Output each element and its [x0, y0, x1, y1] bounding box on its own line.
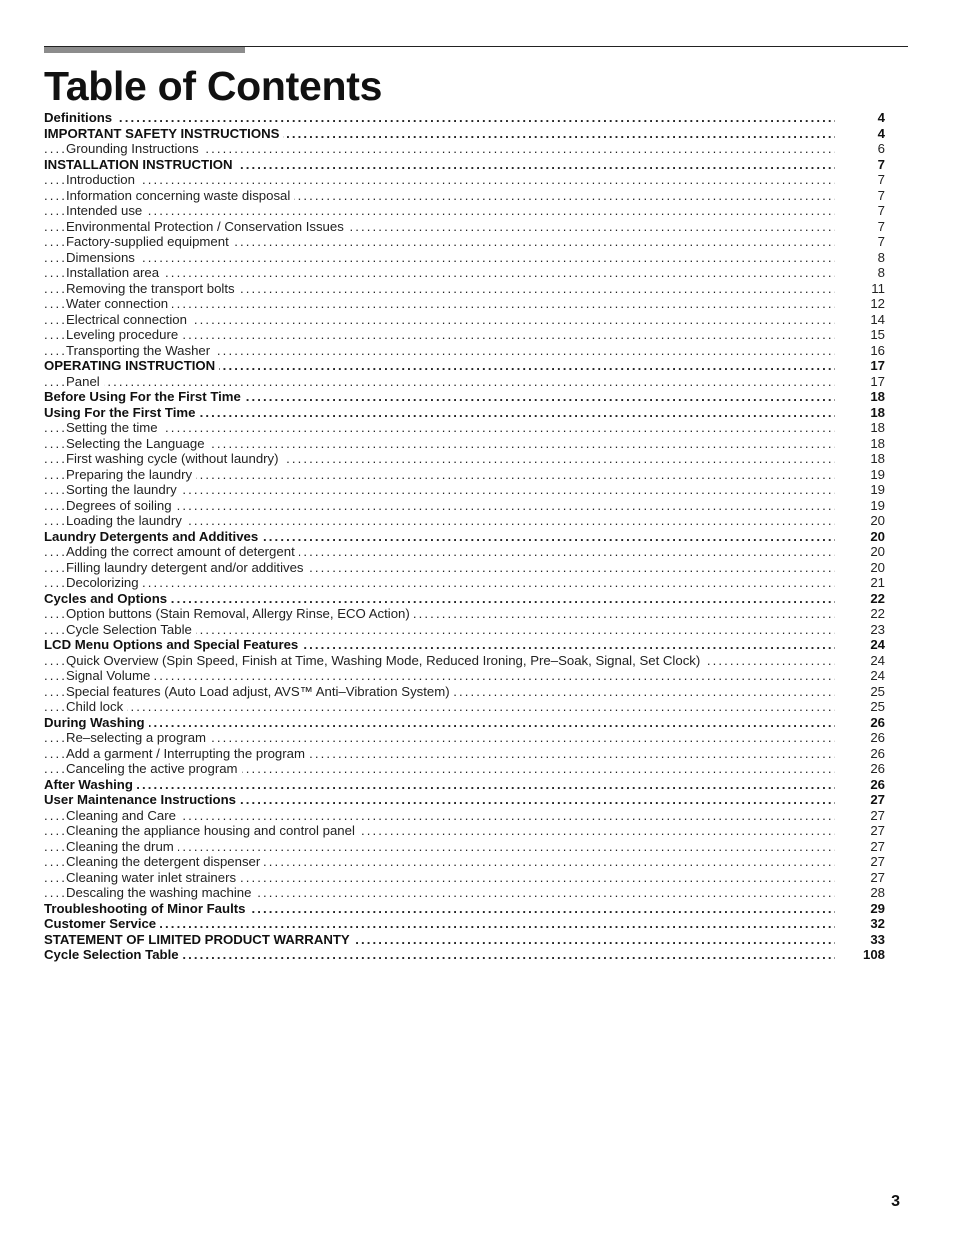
toc-entry-title: Cleaning the detergent dispenser: [66, 854, 264, 870]
toc-entry-page: 22: [870, 606, 885, 621]
toc-entry-title: Canceling the active program: [66, 761, 242, 777]
toc-entry-page: 28: [870, 885, 885, 900]
toc-subsection-entry[interactable]: [44, 730, 885, 746]
toc-entry-page: 18: [870, 420, 885, 435]
toc-entry-page: 18: [870, 404, 885, 420]
toc-entry-title: Setting the time: [66, 420, 162, 436]
toc-section-entry[interactable]: [44, 389, 885, 405]
toc-entry-title: Troubleshooting of Minor Faults: [44, 901, 249, 917]
toc-entry-page: 24: [870, 637, 885, 652]
dot-leader: [44, 250, 835, 266]
toc-entry-page: 14: [870, 311, 885, 327]
toc-entry-title: During Washing: [44, 715, 149, 731]
toc-entry-title: Special features (Auto Load adjust, AVS™ Anti–Vibration System): [66, 684, 454, 700]
toc-entry-title: Cycle Selection Table: [44, 947, 183, 963]
toc-entry-title: IMPORTANT SAFETY INSTRUCTIONS: [44, 126, 283, 142]
toc-subsection-entry[interactable]: [44, 544, 885, 560]
toc-entry-page: 27: [870, 792, 885, 807]
toc-entry-title: Removing the transport bolts: [66, 281, 239, 297]
toc-entry-page: 20: [870, 528, 885, 544]
toc-section-entry[interactable]: [44, 405, 885, 421]
toc-section-entry[interactable]: [44, 916, 885, 932]
toc-entry-page: 26: [870, 745, 885, 761]
toc-subsection-entry[interactable]: [44, 312, 885, 328]
toc-entry-page: 27: [870, 838, 885, 854]
toc-entry-page: 29: [870, 900, 885, 916]
toc-entry-page: 7: [877, 172, 885, 187]
toc-entry-title: Add a garment / Interrupting the program: [66, 746, 309, 762]
toc-entry-page: 19: [870, 497, 885, 513]
toc-entry-page: 20: [870, 544, 885, 559]
toc-entry-page: 6: [877, 141, 885, 156]
toc-subsection-entry[interactable]: [44, 327, 885, 343]
toc-entry-title: Transporting the Washer: [66, 343, 214, 359]
toc-subsection-entry[interactable]: [44, 172, 885, 188]
toc-entry-title: Grounding Instructions: [66, 141, 203, 157]
toc-subsection-entry[interactable]: [44, 467, 885, 483]
toc-entry-page: 7: [877, 203, 885, 218]
toc-entry-page: 24: [870, 668, 885, 683]
toc-section-entry[interactable]: [44, 529, 885, 545]
toc-entry-title: Environmental Protection / Conservation Issues: [66, 219, 348, 235]
toc-entry-title: Decolorizing: [66, 575, 143, 591]
toc-entry-title: Signal Volume: [66, 668, 154, 684]
toc-subsection-entry[interactable]: [44, 622, 885, 638]
toc-entry-title: Filling laundry detergent and/or additives: [66, 560, 308, 576]
toc-entry-title: Child lock: [66, 699, 127, 715]
toc-entry-title: Descaling the washing machine: [66, 885, 255, 901]
toc-entry-title: Cleaning the drum: [66, 839, 178, 855]
toc-subsection-entry[interactable]: [44, 823, 885, 839]
toc-subsection-entry[interactable]: [44, 513, 885, 529]
toc-section-entry[interactable]: [44, 715, 885, 731]
toc-section-entry[interactable]: [44, 792, 885, 808]
toc-entry-title: After Washing: [44, 777, 137, 793]
toc-entry-title: Water connection: [66, 296, 172, 312]
toc-section-entry[interactable]: [44, 777, 885, 793]
toc-entry-title: Information concerning waste disposal: [66, 188, 294, 204]
toc-entry-page: 25: [870, 683, 885, 699]
toc-entry-page: 27: [870, 854, 885, 869]
toc-section-entry[interactable]: [44, 637, 885, 653]
toc-section-entry[interactable]: [44, 901, 885, 917]
toc-entry-title: Loading the laundry: [66, 513, 186, 529]
toc-subsection-entry[interactable]: [44, 606, 885, 622]
toc-entry-title: Preparing the laundry: [66, 467, 196, 483]
dot-leader: [44, 668, 835, 684]
toc-entry-title: Re–selecting a program: [66, 730, 210, 746]
toc-entry-page: 19: [870, 466, 885, 482]
toc-entry-title: Selecting the Language: [66, 436, 209, 452]
toc-subsection-entry[interactable]: [44, 885, 885, 901]
toc-subsection-entry[interactable]: [44, 808, 885, 824]
toc-subsection-entry[interactable]: [44, 420, 885, 436]
toc-entry-title: Dimensions: [66, 250, 139, 266]
toc-subsection-entry[interactable]: [44, 575, 885, 591]
toc-entry-page: 20: [870, 513, 885, 528]
toc-entry-title: Introduction: [66, 172, 139, 188]
toc-section-entry[interactable]: [44, 126, 885, 142]
toc-entry-page: 15: [870, 327, 885, 342]
page-number: 3: [891, 1193, 900, 1210]
toc-subsection-entry[interactable]: [44, 746, 885, 762]
toc-subsection-entry[interactable]: [44, 265, 885, 281]
toc-entry-page: 7: [877, 187, 885, 203]
toc-entry-page: 18: [870, 435, 885, 451]
toc-subsection-entry[interactable]: [44, 219, 885, 235]
toc-entry-page: 26: [870, 776, 885, 792]
dot-leader: [44, 203, 835, 219]
toc-entry-title: Laundry Detergents and Additives: [44, 529, 262, 545]
toc-entry-page: 22: [870, 590, 885, 606]
toc-entry-page: 7: [877, 218, 885, 234]
toc-entry-page: 7: [877, 156, 885, 172]
toc-entry-page: 8: [877, 265, 885, 280]
toc-entry-page: 16: [870, 342, 885, 358]
toc-subsection-entry[interactable]: [44, 560, 885, 576]
toc-entry-title: LCD Menu Options and Special Features: [44, 637, 302, 653]
toc-entry-title: Adding the correct amount of detergent: [66, 544, 299, 560]
toc-entry-title: Cleaning the appliance housing and control panel: [66, 823, 359, 839]
dot-leader: [44, 420, 835, 436]
toc-entry-title: Quick Overview (Spin Speed, Finish at Time, Washing Mode, Reduced Ironing, Pre–Soak, Signal, Set Clock): [66, 653, 704, 669]
toc-entry-page: 108: [862, 947, 885, 962]
dot-leader: [44, 699, 835, 715]
dot-leader: [44, 110, 835, 126]
toc-subsection-entry[interactable]: [44, 761, 885, 777]
toc-entry-title: Option buttons (Stain Removal, Allergy Rinse, ECO Action): [66, 606, 414, 622]
toc-entry-title: Leveling procedure: [66, 327, 182, 343]
toc-entry-page: 18: [870, 389, 885, 404]
toc-entry-page: 17: [870, 373, 885, 389]
dot-leader: [44, 916, 835, 932]
toc-section-entry[interactable]: [44, 157, 885, 173]
toc-entry-title: Intended use: [66, 203, 146, 219]
toc-subsection-entry[interactable]: [44, 870, 885, 886]
toc-entry-page: 27: [870, 869, 885, 885]
table-of-contents: [44, 110, 885, 963]
toc-entry-title: Panel: [66, 374, 104, 390]
toc-subsection-entry[interactable]: [44, 281, 885, 297]
toc-entry-title: STATEMENT OF LIMITED PRODUCT WARRANTY: [44, 932, 354, 948]
toc-subsection-entry[interactable]: [44, 668, 885, 684]
toc-entry-page: 11: [871, 280, 885, 296]
toc-entry-page: 4: [877, 110, 885, 125]
toc-entry-title: INSTALLATION INSTRUCTION: [44, 157, 237, 173]
toc-subsection-entry[interactable]: [44, 234, 885, 250]
toc-entry-page: 21: [870, 575, 885, 590]
toc-entry-page: 20: [870, 559, 885, 575]
toc-entry-title: First washing cycle (without laundry): [66, 451, 283, 467]
toc-subsection-entry[interactable]: [44, 653, 885, 669]
toc-subsection-entry[interactable]: [44, 141, 885, 157]
toc-subsection-entry[interactable]: [44, 482, 885, 498]
toc-entry-page: 27: [870, 823, 885, 838]
toc-entry-page: 17: [870, 358, 885, 373]
toc-subsection-entry[interactable]: [44, 296, 885, 312]
toc-entry-page: 32: [870, 916, 885, 931]
toc-entry-page: 33: [870, 931, 885, 947]
toc-entry-page: 24: [870, 652, 885, 668]
toc-subsection-entry[interactable]: [44, 203, 885, 219]
toc-section-entry[interactable]: [44, 358, 885, 374]
toc-subsection-entry[interactable]: [44, 498, 885, 514]
toc-entry-title: Before Using For the First Time: [44, 389, 245, 405]
toc-entry-page: 26: [870, 761, 885, 776]
toc-entry-page: 27: [870, 807, 885, 823]
dot-leader: [44, 777, 835, 793]
toc-entry-page: 7: [877, 234, 885, 249]
toc-entry-title: Degrees of soiling: [66, 498, 176, 514]
toc-section-entry[interactable]: [44, 110, 885, 126]
dot-leader: [44, 374, 835, 390]
toc-subsection-entry[interactable]: [44, 188, 885, 204]
toc-subsection-entry[interactable]: [44, 684, 885, 700]
toc-entry-page: 26: [870, 714, 885, 730]
toc-subsection-entry[interactable]: [44, 343, 885, 359]
dot-leader: [44, 575, 835, 591]
toc-entry-page: 26: [870, 730, 885, 745]
dot-leader: [44, 715, 835, 731]
toc-subsection-entry[interactable]: [44, 451, 885, 467]
toc-entry-page: 12: [870, 296, 885, 311]
toc-entry-page: 4: [877, 125, 885, 141]
toc-entry-title: Sorting the laundry: [66, 482, 181, 498]
toc-subsection-entry[interactable]: [44, 854, 885, 870]
toc-entry-title: Factory-supplied equipment: [66, 234, 233, 250]
toc-entry-title: Electrical connection: [66, 312, 191, 328]
toc-entry-page: 8: [877, 249, 885, 265]
toc-subsection-entry[interactable]: [44, 699, 885, 715]
toc-entry-title: Customer Service: [44, 916, 160, 932]
toc-entry-title: Definitions: [44, 110, 116, 126]
toc-entry-title: Cleaning and Care: [66, 808, 180, 824]
toc-subsection-entry[interactable]: [44, 250, 885, 266]
toc-section-entry[interactable]: [44, 932, 885, 948]
toc-subsection-entry[interactable]: [44, 839, 885, 855]
toc-entry-title: Cycles and Options: [44, 591, 171, 607]
dot-leader: [44, 172, 835, 188]
header-accent-bar: [44, 47, 245, 53]
toc-entry-title: Using For the First Time: [44, 405, 199, 421]
toc-section-entry[interactable]: [44, 947, 885, 963]
page-title: Table of Contents: [44, 63, 383, 109]
toc-entry-title: Cleaning water inlet strainers: [66, 870, 240, 886]
toc-section-entry[interactable]: [44, 591, 885, 607]
toc-entry-page: 23: [870, 621, 885, 637]
toc-entry-title: User Maintenance Instructions: [44, 792, 240, 808]
toc-entry-title: Cycle Selection Table: [66, 622, 196, 638]
toc-entry-page: 18: [870, 451, 885, 466]
toc-entry-page: 25: [870, 699, 885, 714]
toc-subsection-entry[interactable]: [44, 374, 885, 390]
toc-entry-title: OPERATING INSTRUCTION: [44, 358, 219, 374]
toc-subsection-entry[interactable]: [44, 436, 885, 452]
toc-entry-page: 19: [870, 482, 885, 497]
toc-entry-title: Installation area: [66, 265, 163, 281]
